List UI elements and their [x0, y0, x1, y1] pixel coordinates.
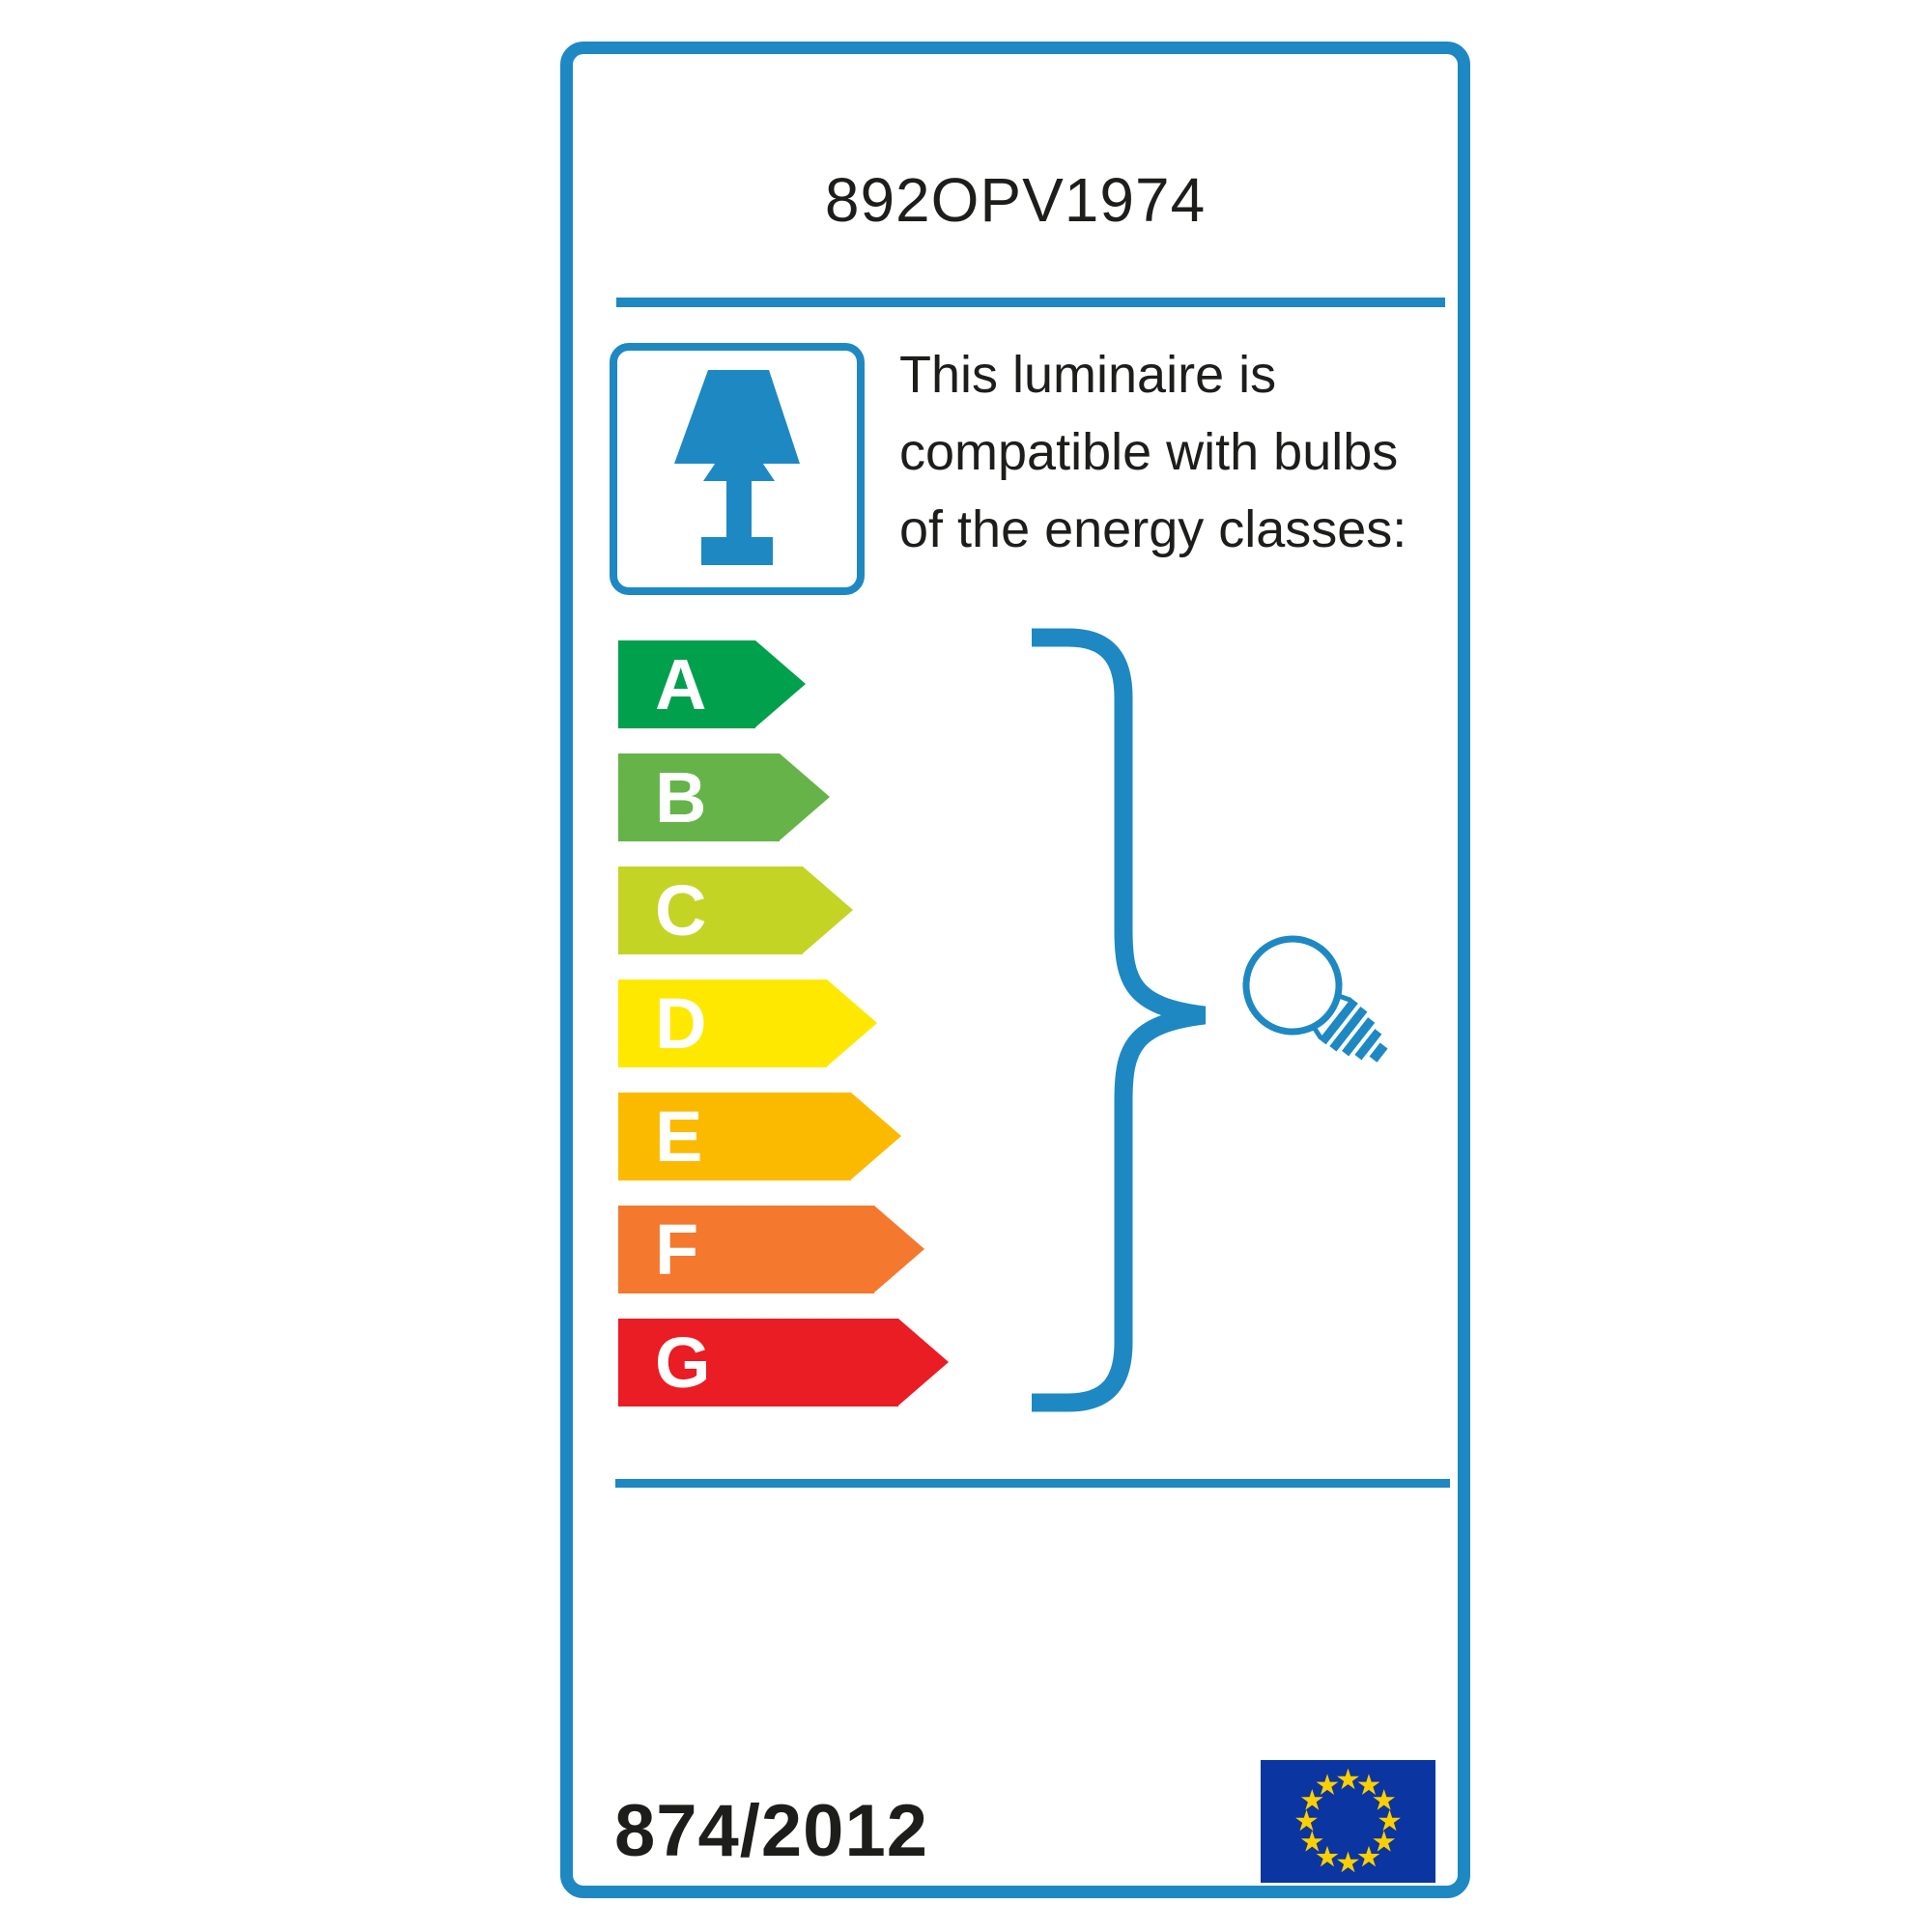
energy-class-letter: D	[655, 983, 707, 1064]
eu-flag	[1261, 1760, 1435, 1883]
arrow-tip	[851, 1093, 901, 1179]
energy-class-arrow-a	[618, 640, 806, 728]
arrow-tip	[780, 753, 830, 840]
arrow-tip	[874, 1206, 924, 1293]
arrow-tip	[755, 640, 806, 727]
luminaire-icon-box	[610, 343, 865, 595]
arrow-bar	[618, 1206, 874, 1293]
regulation-number: 874/2012	[614, 1790, 928, 1872]
energy-class-arrow-c	[618, 867, 853, 954]
arrow-bar	[618, 980, 827, 1067]
energy-class-letter: E	[655, 1096, 703, 1177]
arrow-tip	[898, 1319, 949, 1406]
bottom-separator-line	[615, 1479, 1450, 1488]
compatibility-text-line2: compatible with bulbs	[899, 423, 1399, 481]
product-code: 892OPV1974	[824, 165, 1207, 235]
energy-label-frame	[560, 42, 1470, 1898]
arrow-bar	[618, 1319, 898, 1406]
energy-class-letter: F	[655, 1209, 699, 1290]
energy-class-arrow-b	[618, 753, 830, 841]
compatibility-text	[899, 336, 1464, 568]
top-separator-line	[616, 298, 1445, 307]
table-lamp-icon	[610, 343, 865, 595]
energy-class-letter: C	[655, 870, 707, 951]
energy-class-letter: G	[655, 1322, 711, 1403]
arrow-bar	[618, 753, 780, 841]
energy-class-arrow-f	[618, 1206, 924, 1293]
arrow-bar	[618, 640, 755, 728]
energy-class-arrow-d	[618, 980, 877, 1067]
compatibility-text-line1: This luminaire is	[899, 346, 1277, 404]
energy-class-arrow-g	[618, 1319, 949, 1406]
energy-class-letter: B	[655, 757, 707, 838]
arrow-bar	[618, 1093, 851, 1180]
arrow-tip	[827, 980, 877, 1066]
arrow-tip	[803, 867, 853, 953]
compatibility-text-line3: of the energy classes:	[899, 500, 1407, 558]
energy-class-letter: A	[655, 644, 707, 724]
energy-class-arrow-e	[618, 1093, 901, 1180]
arrow-bar	[618, 867, 803, 954]
